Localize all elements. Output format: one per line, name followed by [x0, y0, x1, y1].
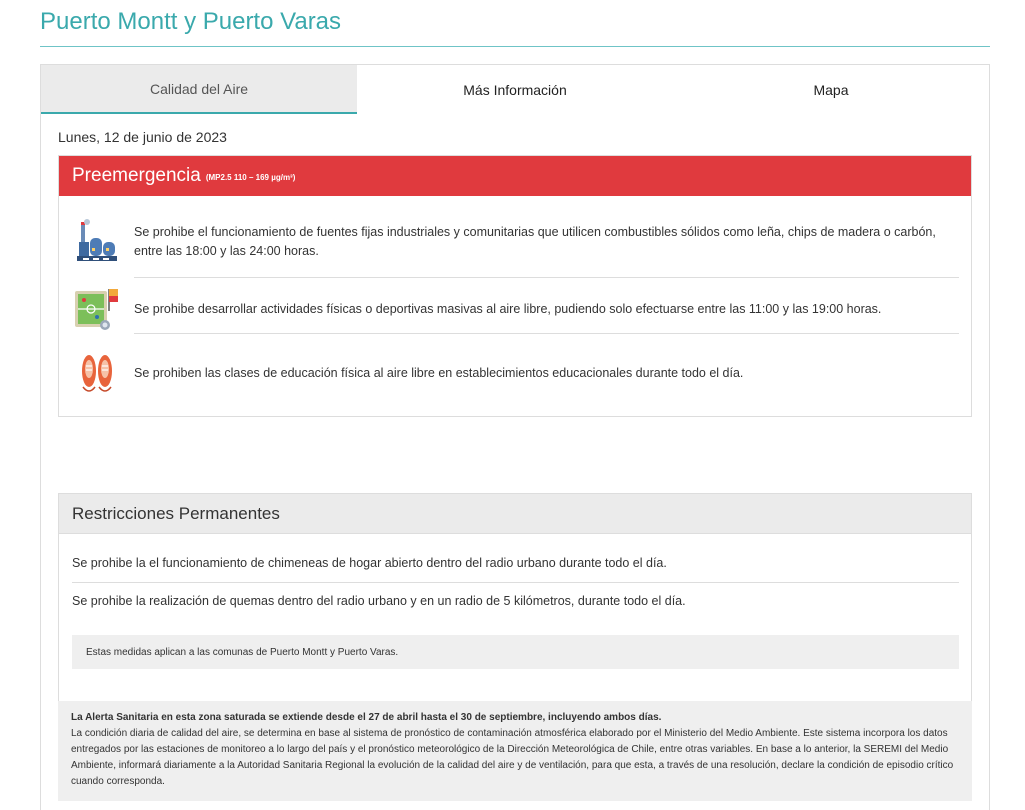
- alert-header: [59, 156, 971, 196]
- forecast-date: Lunes, 12 de junio de 2023: [58, 129, 227, 145]
- measure-divider: [134, 333, 959, 334]
- permanent-restriction-item: Se prohibe la realización de quemas dentro del radio urbano y en un radio de 5 kilómetros, durante todo el día.: [72, 594, 686, 608]
- title-divider: [40, 46, 990, 47]
- permanent-restriction-divider: [72, 582, 959, 583]
- permanent-restriction-item: Se prohibe la el funcionamiento de chimeneas de hogar abierto dentro del radio urbano durante todo el día.: [72, 556, 667, 570]
- health-alert-headline: La Alerta Sanitaria en esta zona saturada se extiende desde el 27 de abril hasta el 30 de septiembre, incluyendo ambos días.: [71, 712, 662, 723]
- measure-text: Se prohiben las clases de educación física al aire libre en establecimientos educacionales durante todo el día.: [134, 365, 744, 380]
- measure-divider: [134, 277, 959, 278]
- alert-level: Preemergencia: [72, 165, 201, 186]
- health-alert-body: La condición diaria de calidad del aire, se determina en base al sistema de pronóstico de contaminación atmosférica elaborado por el Ministerio del Medio Ambiente. Este sistema incorpora los datos entregados por las estaciones de monitoreo a lo largo del país y el pronóstico meteorológico de la Dirección Meteorológica de Chile, entre otras variables. En base a lo anterior, la SEREMI del Medio Ambiente, informará diariamente a la Autoridad Sanitaria Regional la evolución de la calidad del aire y de ventilación, para que esta, a través de una resolución, declare la condición de episodio crítico cuando corresponda.: [71, 728, 954, 787]
- health-alert-info: [58, 701, 972, 801]
- tab-bar: [41, 65, 989, 114]
- tab-mas-informacion[interactable]: Más Información: [357, 65, 673, 114]
- alert-card: [58, 155, 972, 417]
- measure-text: Se prohibe desarrollar actividades físicas o deportivas masivas al aire libre, pudiendo solo efectuarse entre las 11:00 y las 19:00 horas.: [134, 301, 882, 316]
- tab-mapa[interactable]: Mapa: [673, 65, 989, 114]
- measure-item: [73, 349, 959, 397]
- communes-note: Estas medidas aplican a las comunas de Puerto Montt y Puerto Varas.: [72, 635, 959, 669]
- sneakers-icon: [73, 349, 121, 397]
- measure-item: [73, 285, 959, 333]
- measure-item: [73, 218, 959, 266]
- measure-text: Se prohibe el funcionamiento de fuentes fijas industriales y comunitarias que utilicen combustibles sólidos como leña, chips de madera o carbón, entre las 18:00 y las 24:00 horas.: [134, 225, 936, 258]
- content-panel: [40, 64, 990, 810]
- page-title: Puerto Montt y Puerto Varas: [40, 8, 342, 35]
- alert-range: (MP2.5 110 – 169 µg/m³): [205, 173, 296, 182]
- tab-calidad-del-aire[interactable]: Calidad del Aire: [41, 65, 357, 114]
- sports-field-icon: [73, 285, 121, 333]
- factory-icon: [73, 218, 121, 266]
- permanent-restrictions-title: Restricciones Permanentes: [59, 494, 971, 534]
